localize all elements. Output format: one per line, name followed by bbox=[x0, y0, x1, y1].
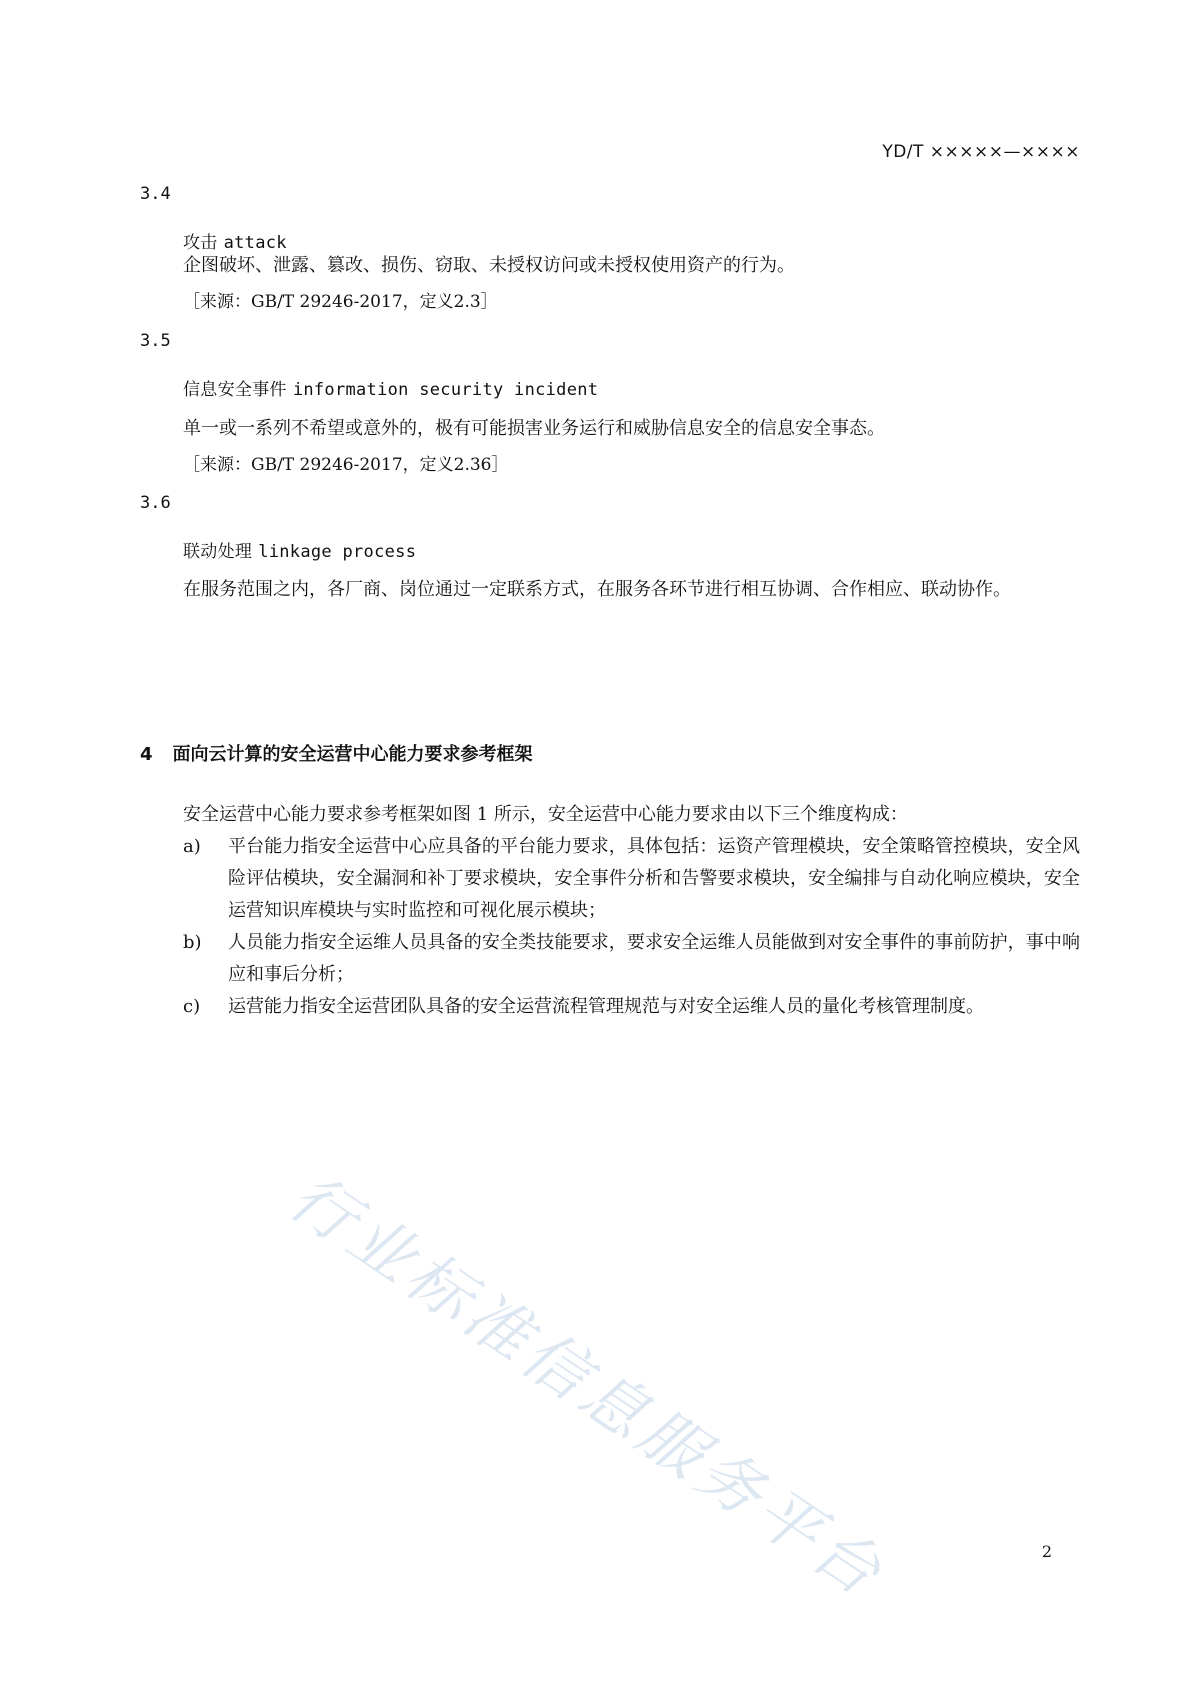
list-item bbox=[183, 927, 1080, 991]
term-heading-incident bbox=[183, 375, 598, 400]
doc-code-header: YD/T ×××××—×××× bbox=[882, 142, 1080, 162]
list-item-label: b) bbox=[183, 932, 202, 953]
list-item-label: a) bbox=[183, 836, 201, 857]
list-item bbox=[183, 831, 1080, 927]
list-item-text: 人员能力指安全运维人员具备的安全类技能要求，要求安全运维人员能做到对安全事件的事前防护，事中响应和事后分析； bbox=[228, 932, 1080, 985]
term-source: ［来源：GB/T 29246-2017，定义2.36］ bbox=[183, 455, 509, 475]
chapter-title: 面向云计算的安全运营中心能力要求参考框架 bbox=[172, 744, 533, 765]
term-heading-linkage bbox=[183, 537, 416, 562]
page-number: 2 bbox=[1041, 1542, 1052, 1561]
term-number-3-4: 3.4 bbox=[140, 184, 171, 204]
list-item-label: c) bbox=[183, 996, 201, 1017]
list-item bbox=[183, 991, 1080, 1023]
term-number-3-5: 3.5 bbox=[140, 331, 171, 351]
term-definition: 企图破坏、泄露、篡改、损伤、窃取、未授权访问或未授权使用资产的行为。 bbox=[183, 255, 795, 276]
term-definition: 在服务范围之内，各厂商、岗位通过一定联系方式，在服务各环节进行相互协调、合作相应、联动协作。 bbox=[183, 579, 1011, 600]
term-cn: 信息安全事件 bbox=[183, 380, 287, 400]
chapter-intro: 安全运营中心能力要求参考框架如图 1 所示，安全运营中心能力要求由以下三个维度构成： bbox=[183, 804, 908, 825]
chapter-heading bbox=[140, 740, 533, 766]
term-en: attack bbox=[223, 233, 287, 253]
chapter-number: 4 bbox=[140, 744, 153, 765]
list-item-text: 平台能力指安全运营中心应具备的平台能力要求，具体包括：运资产管理模块，安全策略管控模块，安全风险评估模块，安全漏洞和补丁要求模块，安全事件分析和告警要求模块，安全编排与自动化响应模块，安全运营知识库模块与实时监控和可视化展示模块； bbox=[228, 836, 1080, 921]
term-cn: 攻击 bbox=[183, 233, 218, 253]
term-en: information security incident bbox=[292, 380, 599, 400]
list-item-text: 运营能力指安全运营团队具备的安全运营流程管理规范与对安全运维人员的量化考核管理制度。 bbox=[228, 996, 984, 1017]
term-en: linkage process bbox=[258, 542, 417, 562]
term-number-3-6: 3.6 bbox=[140, 493, 171, 513]
term-definition: 单一或一系列不希望或意外的，极有可能损害业务运行和威胁信息安全的信息安全事态。 bbox=[183, 418, 885, 439]
watermark: 行业标准信息服务平台 bbox=[275, 1160, 898, 1614]
term-cn: 联动处理 bbox=[183, 542, 253, 562]
term-source: ［来源：GB/T 29246-2017，定义2.3］ bbox=[183, 292, 498, 312]
